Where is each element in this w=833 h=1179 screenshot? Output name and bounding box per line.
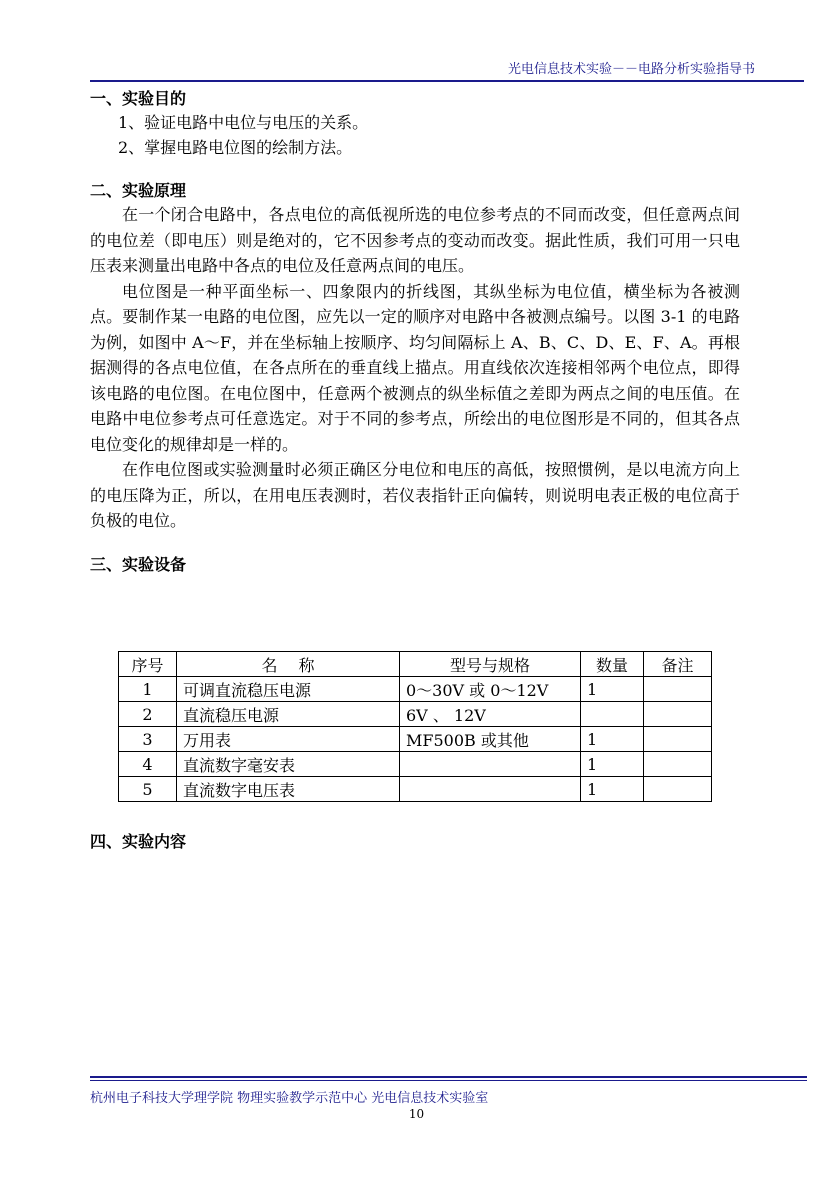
principle-paragraph-1: 在一个闭合电路中，各点电位的高低视所选的电位参考点的不同而改变，但任意两点间的电位差（即电压）则是绝对的，它不因参考点的变动而改变。据此性质，我们可用一只电压表来测量出电路中各点的电位及任意两点间的电压。 bbox=[90, 205, 740, 275]
table-cell bbox=[644, 752, 712, 777]
col-header-quantity: 数量 bbox=[581, 652, 644, 677]
main-content bbox=[90, 88, 740, 576]
table-cell bbox=[581, 702, 644, 727]
table-cell: 6V 、 12V bbox=[400, 702, 581, 727]
objective-item-2: 2、掌握电路电位图的绘制方法。 bbox=[118, 138, 353, 157]
table-cell: 直流数字毫安表 bbox=[177, 752, 400, 777]
table-cell bbox=[400, 752, 581, 777]
section-2-heading: 二、实验原理 bbox=[90, 181, 187, 200]
table-cell bbox=[644, 727, 712, 752]
principle-paragraph-3: 在作电位图或实验测量时必须正确区分电位和电压的高低，按照惯例，是以电流方向上的电压降为正，所以，在用电压表测时，若仪表指针正向偏转，则说明电表正极的电位高于负极的电位。 bbox=[90, 460, 740, 530]
table-cell: 直流稳压电源 bbox=[177, 702, 400, 727]
table-cell: 1 bbox=[581, 677, 644, 702]
table-cell bbox=[400, 777, 581, 802]
table-cell: 万用表 bbox=[177, 727, 400, 752]
principle-paragraph-2: 电位图是一种平面坐标一、四象限内的折线图，其纵坐标为电位值，横坐标为各被测点。要制作某一电路的电位图，应先以一定的顺序对电路中各被测点编号。以图 3-1 的电路为例，如图中 A～F，并在坐标轴上按顺序、均匀间隔标上 A、B、C、D、E、F、A。再根据测得的各点电位值，在各点所在的垂直线上描点。用直线依次连接相邻两个电位点，即得该电路的电位图。在电位图中，任意两个被测点的纵坐标值之差即为两点之间的电压值。在电路中电位参考点可任意选定。对于不同的参考点，所绘出的电位图形是不同的，但其各点电位变化的规律却是一样的。 bbox=[90, 281, 740, 454]
header-rule bbox=[90, 80, 804, 82]
table-header-row bbox=[119, 652, 712, 677]
table-cell: 1 bbox=[581, 727, 644, 752]
col-header-remark: 备注 bbox=[644, 652, 712, 677]
table-row bbox=[119, 777, 712, 802]
section-4-heading: 四、实验内容 bbox=[90, 832, 187, 851]
footer-rule-bottom bbox=[90, 1080, 807, 1081]
table-cell: 4 bbox=[119, 752, 177, 777]
table-cell: 3 bbox=[119, 727, 177, 752]
table-cell: 1 bbox=[119, 677, 177, 702]
table-cell: 5 bbox=[119, 777, 177, 802]
footer-institution: 杭州电子科技大学理学院 物理实验教学示范中心 光电信息技术实验室 bbox=[90, 1091, 489, 1106]
col-header-name: 名 称 bbox=[177, 652, 400, 677]
table-cell bbox=[644, 677, 712, 702]
table-cell: 1 bbox=[581, 777, 644, 802]
col-header-model: 型号与规格 bbox=[400, 652, 581, 677]
page-number: 10 bbox=[408, 1107, 425, 1121]
footer-rule-top bbox=[90, 1076, 807, 1078]
table-cell bbox=[644, 777, 712, 802]
table-cell: 2 bbox=[119, 702, 177, 727]
table-cell: 0～30V 或 0～12V bbox=[400, 677, 581, 702]
table-cell: 直流数字电压表 bbox=[177, 777, 400, 802]
section-1-heading: 一、实验目的 bbox=[90, 89, 187, 108]
table-row bbox=[119, 702, 712, 727]
objective-item-1: 1、验证电路中电位与电压的关系。 bbox=[118, 113, 369, 132]
table-row bbox=[119, 752, 712, 777]
table-cell: MF500B 或其他 bbox=[400, 727, 581, 752]
table-row bbox=[119, 677, 712, 702]
table-cell: 1 bbox=[581, 752, 644, 777]
running-header: 光电信息技术实验－－电路分析实验指导书 bbox=[507, 62, 755, 77]
table-cell bbox=[644, 702, 712, 727]
table-row bbox=[119, 727, 712, 752]
table-cell: 可调直流稳压电源 bbox=[177, 677, 400, 702]
equipment-table bbox=[118, 651, 712, 802]
section-3-heading: 三、实验设备 bbox=[90, 554, 187, 574]
col-header-index: 序号 bbox=[119, 652, 177, 677]
